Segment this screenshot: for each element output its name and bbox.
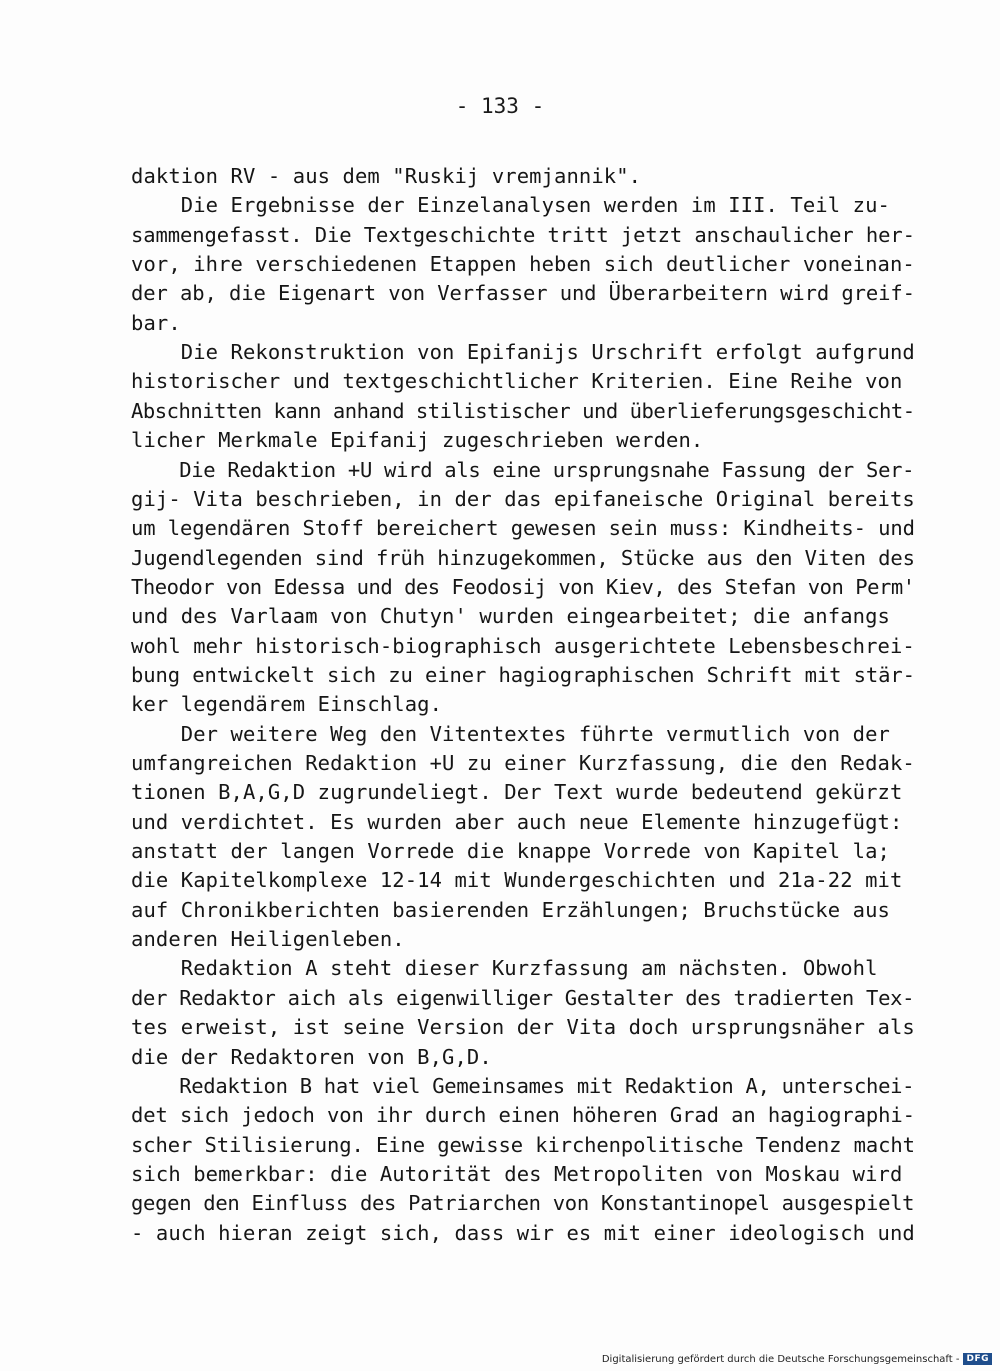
text-line: der ab, die Eigenart von Verfasser und Überarbeitern wird greif- — [131, 281, 915, 306]
text-line: daktion RV - aus dem "Ruskij vremjannik". — [131, 164, 642, 188]
text-line: Die Rekonstruktion von Epifanijs Urschrift erfolgt aufgrund — [131, 340, 915, 365]
dfg-logo: DFG — [963, 1353, 992, 1365]
text-line: bar. — [131, 310, 181, 335]
text-line: auf Chronikberichten basierenden Erzählungen; Bruchstücke aus — [131, 897, 890, 922]
text-line: det sich jedoch von ihr durch einen höheren Grad an hagiographi- — [131, 1103, 915, 1128]
text-line: vor, ihre verschiedenen Etappen heben sich deutlicher voneinan- — [131, 252, 915, 277]
text-line: sammengefasst. Die Textgeschichte tritt jetzt anschaulicher her- — [131, 222, 915, 247]
text-line: um legendären Stoff bereichert gewesen sein muss: Kindheits- und — [131, 516, 915, 541]
text-line: tionen B,A,G,D zugrundeliegt. Der Text wurde bedeutend gekürzt — [131, 780, 903, 805]
text-line: Die Redaktion +U wird als eine ursprungsnahe Fassung der Ser- — [131, 457, 915, 482]
text-line: der Redaktor aich als eigenwilliger Gestalter des tradierten Tex- — [131, 985, 915, 1010]
text-line: und des Varlaam von Chutyn' wurden eingearbeitet; die anfangs — [131, 604, 890, 629]
text-line: scher Stilisierung. Eine gewisse kirchenpolitische Tendenz macht — [131, 1132, 915, 1157]
text-line: und verdichtet. Es wurden aber auch neue Elemente hinzugefügt: — [131, 809, 903, 834]
text-line: historischer und textgeschichtlicher Kriterien. Eine Reihe von — [131, 369, 903, 394]
text-line: Theodor von Edessa und des Feodosij von Kiev, des Stefan von Perm' — [131, 574, 915, 599]
text-line: licher Merkmale Epifanij zugeschrieben werden. — [131, 428, 704, 453]
text-line: sich bemerkbar: die Autorität des Metropoliten von Moskau wird — [131, 1161, 903, 1186]
page-number: - 133 - — [455, 94, 545, 118]
text-line: anderen Heiligenleben. — [131, 927, 405, 952]
text-line: Redaktion A steht dieser Kurzfassung am nächsten. Obwohl — [131, 956, 878, 981]
text-line: die Kapitelkomplexe 12-14 mit Wundergeschichten und 21a-22 mit — [131, 868, 903, 893]
footer-credit-text: Digitalisierung gefördert durch die Deutsche Forschungsgemeinschaft - — [601, 1353, 960, 1365]
text-line: wohl mehr historisch-biographisch ausgerichtete Lebensbeschrei- — [131, 633, 915, 658]
footer-credit — [602, 1353, 992, 1365]
text-line: gij- Vita beschrieben, in der das epifaneische Original bereits — [131, 486, 915, 511]
text-line: tes erweist, ist seine Version der Vita doch ursprungsnäher als — [131, 1015, 915, 1040]
text-line: die der Redaktoren von B,G,D. — [131, 1044, 492, 1069]
text-line: - auch hieran zeigt sich, dass wir es mit einer ideologisch und — [131, 1220, 915, 1245]
text-line: Der weitere Weg den Vitentextes führte vermutlich von der — [131, 721, 890, 746]
text-line: ker legendärem Einschlag. — [131, 692, 443, 717]
text-line: gegen den Einfluss des Patriarchen von Konstantinopel ausgespielt — [131, 1191, 915, 1216]
text-line: Jugendlegenden sind früh hinzugekommen, Stücke aus den Viten des — [131, 545, 915, 570]
text-line: Abschnitten kann anhand stilistischer und überlieferungsgeschicht- — [131, 398, 915, 423]
text-line: Die Ergebnisse der Einzelanalysen werden im III. Teil zu- — [131, 193, 890, 218]
text-line: anstatt der langen Vorrede die knappe Vorrede von Kapitel la; — [131, 839, 890, 864]
text-line: bung entwickelt sich zu einer hagiographischen Schrift mit stär- — [131, 662, 915, 687]
text-line: umfangreichen Redaktion +U zu einer Kurzfassung, die den Redak- — [131, 751, 915, 775]
text-line: Redaktion B hat viel Gemeinsames mit Redaktion A, unterschei- — [131, 1073, 915, 1098]
